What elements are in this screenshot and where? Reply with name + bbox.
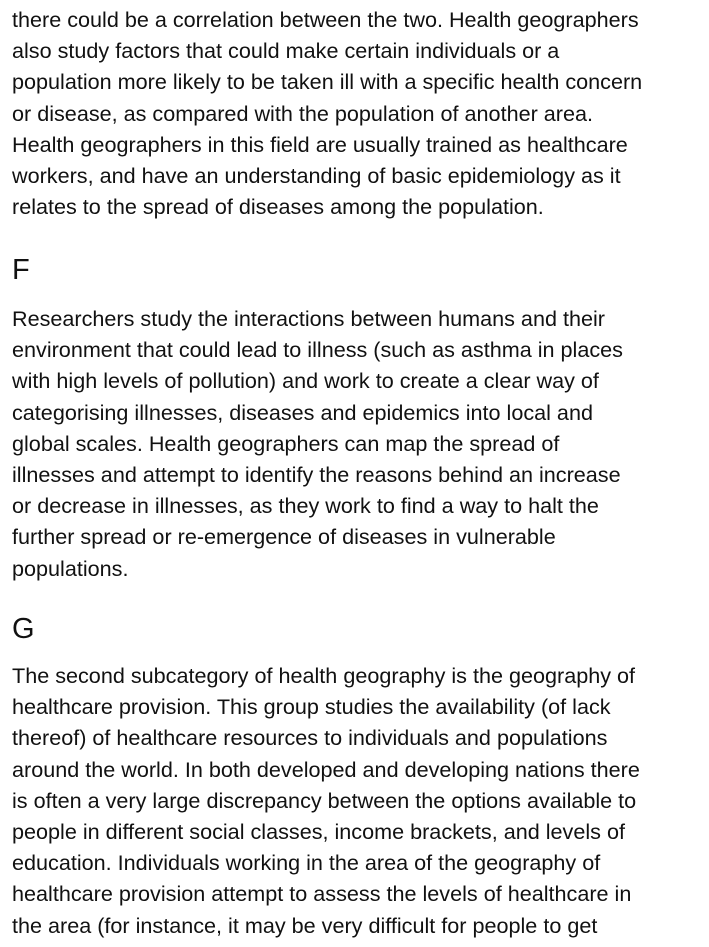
text-line: healthcare provision. This group studies the availability (of lack <box>12 694 611 720</box>
text-line: thereof) of healthcare resources to individuals and populations <box>12 725 608 751</box>
text-line: categorising illnesses, diseases and epidemics into local and <box>12 399 593 425</box>
text-line: is often a very large discrepancy between the options available to <box>12 787 637 813</box>
text-line: relates to the spread of diseases among the population. <box>12 194 544 220</box>
paragraph-g <box>12 660 640 941</box>
text-line: with high levels of pollution) and work to create a clear way of <box>12 368 599 394</box>
text-line: or disease, as compared with the population of another area. <box>12 100 593 126</box>
text-line: people in different social classes, income brackets, and levels of <box>12 819 625 845</box>
text-line: further spread or re-emergence of diseases in vulnerable <box>12 524 556 550</box>
text-line: populations. <box>12 555 129 581</box>
text-line: workers, and have an understanding of basic epidemiology as it <box>12 163 621 189</box>
text-line: also study factors that could make certain individuals or a <box>12 38 560 64</box>
text-line: global scales. Health geographers can map the spread of <box>12 430 560 456</box>
text-line: population more likely to be taken ill with a specific health concern <box>12 69 643 95</box>
text-line: education. Individuals working in the area of the geography of <box>12 850 601 876</box>
paragraph-f <box>12 303 623 584</box>
text-line: around the world. In both developed and developing nations there <box>12 756 640 782</box>
section-heading-f: F <box>12 254 30 286</box>
paragraph-e-continued <box>12 4 642 222</box>
text-line: or decrease in illnesses, as they work to find a way to halt the <box>12 493 599 519</box>
section-heading-g: G <box>12 613 35 645</box>
text-line: The second subcategory of health geography is the geography of <box>12 663 636 688</box>
text-line: healthcare provision attempt to assess the levels of healthcare in <box>12 881 632 907</box>
text-line: the area (for instance, it may be very difficult for people to get <box>12 912 598 938</box>
text-line: illnesses and attempt to identify the reasons behind an increase <box>12 462 621 488</box>
text-line: environment that could lead to illness (such as asthma in places <box>12 337 623 363</box>
text-line: Health geographers in this field are usually trained as healthcare <box>12 131 628 157</box>
text-line: Researchers study the interactions between humans and their <box>12 306 605 331</box>
text-line: there could be a correlation between the two. Health geographers <box>12 7 639 32</box>
